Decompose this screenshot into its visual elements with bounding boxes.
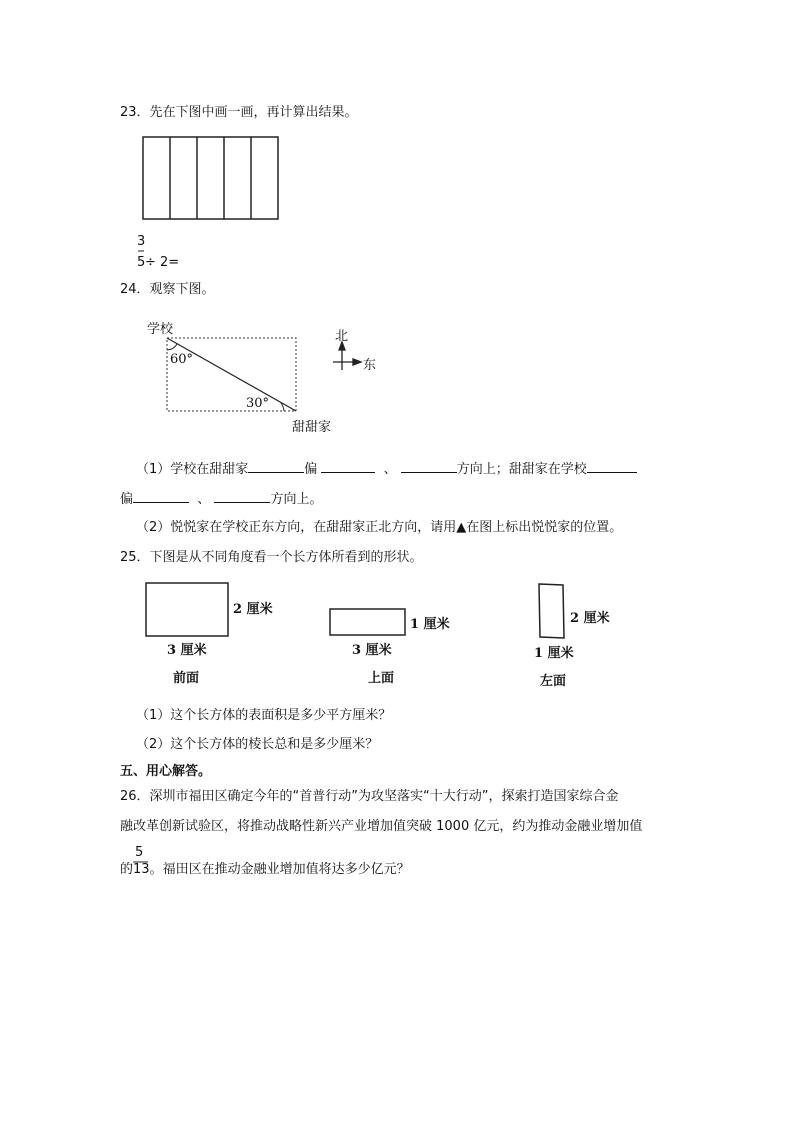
text: 偏	[120, 492, 134, 507]
front-width-label: 3 厘米	[167, 643, 207, 658]
left-width-label: 1 厘米	[534, 646, 574, 661]
top-view-label: 上面	[368, 671, 395, 686]
q25-part2: （2）这个长方体的棱长总和是多少厘米？	[136, 737, 379, 752]
top-width-label: 3 厘米	[352, 643, 392, 658]
left-view-label: 左面	[540, 674, 567, 689]
text: （1）学校在甜甜家	[136, 462, 249, 477]
text: 偏	[304, 462, 318, 477]
q26-line3	[120, 862, 410, 878]
answer-blank[interactable]	[401, 460, 457, 473]
q25-part1: （1）这个长方体的表面积是多少平方厘米？	[136, 708, 392, 723]
label-north: 北	[335, 329, 349, 344]
answer-blank[interactable]	[587, 460, 637, 473]
q24-part2: （2）悦悦家在学校正东方向，在甜甜家正北方向，请用▲在图上标出悦悦家的位置。	[136, 520, 623, 535]
answer-blank[interactable]	[133, 490, 189, 503]
fraction-denominator: 13	[133, 862, 150, 877]
left-height-label: 2 厘米	[570, 611, 610, 626]
top-view-rect	[330, 609, 405, 635]
q23-strip-diagram	[143, 137, 278, 219]
text: 。福田区在推动金融业增加值将达多少亿元？	[149, 862, 410, 877]
q24-part1-line2	[120, 490, 322, 508]
q24-direction-diagram	[167, 338, 296, 411]
fraction-numerator: 5	[135, 845, 144, 860]
text: 方向上。	[270, 492, 323, 507]
expression-rest: ÷ 2=	[145, 255, 180, 270]
q24-part1-line1	[136, 460, 637, 478]
front-view-rect	[146, 583, 228, 636]
q26-line2: 融改革创新试验区，将推动战略性新兴产业增加值突破 1000 亿元，约为推动金融业增加值	[120, 819, 643, 834]
fraction-numerator: 3	[137, 234, 146, 249]
text: 的	[120, 862, 134, 877]
answer-blank[interactable]	[214, 490, 270, 503]
fraction-denominator: 5	[137, 255, 146, 270]
q26-line1: 26．深圳市福田区确定今年的“首普行动”为攻坚落实“十大行动”，探索打造国家综合金	[120, 789, 619, 804]
text: 、	[197, 492, 211, 507]
label-home: 甜甜家	[292, 420, 332, 435]
compass-icon	[333, 342, 361, 370]
question-25-text: 25．下图是从不同角度看一个长方体所看到的形状。	[120, 550, 423, 565]
front-height-label: 2 厘米	[233, 602, 273, 617]
left-view-rect	[539, 584, 564, 638]
label-east: 东	[363, 358, 377, 373]
label-angle-60: 60°	[170, 352, 194, 367]
question-24-text: 24．观察下图。	[120, 282, 215, 297]
q25-views	[146, 583, 564, 638]
question-23-text: 23．先在下图中画一画，再计算出结果。	[120, 105, 358, 120]
text: 、	[383, 462, 397, 477]
section-title: 五、用心解答。	[120, 764, 212, 779]
front-view-label: 前面	[173, 671, 200, 686]
answer-blank[interactable]	[248, 460, 304, 473]
text: 方向上；甜甜家在学校	[456, 462, 587, 477]
label-school: 学校	[147, 322, 174, 337]
answer-blank[interactable]	[321, 460, 375, 473]
label-angle-30: 30°	[246, 396, 270, 411]
top-height-label: 1 厘米	[410, 617, 450, 632]
